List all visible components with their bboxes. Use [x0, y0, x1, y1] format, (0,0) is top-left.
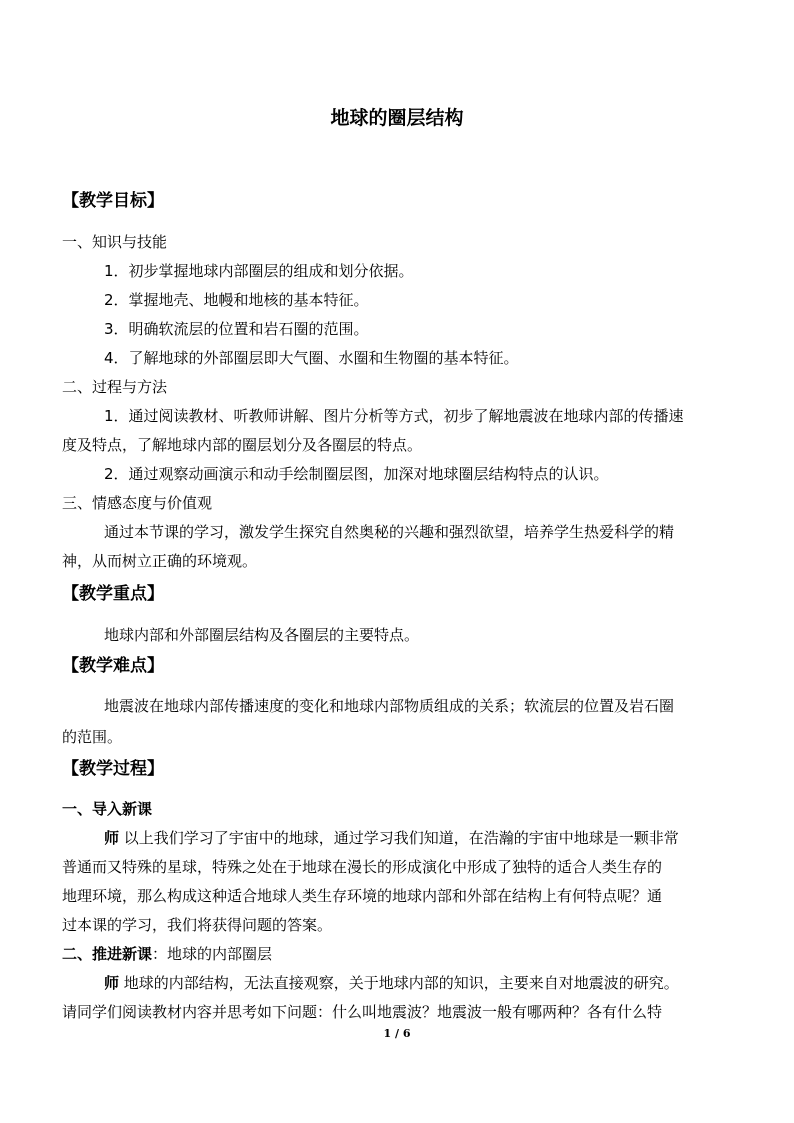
intro-line-3: 地理环境，那么构成这种适合地球人类生存环境的地球内部和外部在结构上有何特点呢？通: [62, 887, 663, 905]
intro-line-1-text: 以上我们学习了宇宙中的地球，通过学习我们知道，在浩瀚的宇宙中地球是一颗非常: [123, 829, 679, 847]
knowledge-item-1: 1．初步掌握地球内部圈层的组成和划分依据。: [104, 262, 414, 280]
intro-line-4: 过本课的学习，我们将获得问题的答案。: [62, 916, 333, 934]
new-line-2: 请同学们阅读教材内容并思考如下问题：什么叫地震波？地震波一般有哪两种？各有什么特: [62, 1003, 663, 1021]
new-lesson-heading: [62, 943, 272, 965]
intro-line-2: 普通而又特殊的星球，特殊之处在于地球在漫长的形成演化中形成了独特的适合人类生存的: [62, 858, 663, 876]
new-lesson-heading-rest: ：地球的内部圈层: [152, 945, 273, 963]
teacher-label-2: 师: [104, 974, 120, 992]
goal-heading: 【教学目标】: [62, 191, 164, 211]
intro-heading: 一、导入新课: [62, 800, 153, 818]
intro-line-1: [104, 827, 679, 849]
new-line-1-text: 地球的内部结构，无法直接观察，关于地球内部的知识，主要来自对地震波的研究。: [123, 974, 679, 992]
process-item-2: 2．通过观察动画演示和动手绘制圈层图，加深对地球圈层结构特点的认识。: [104, 465, 609, 483]
knowledge-heading: 一、知识与技能: [62, 233, 168, 251]
knowledge-item-4: 4．了解地球的外部圈层即大气圈、水圈和生物圈的基本特征。: [104, 349, 519, 367]
emotion-line-2: 神，从而树立正确的环境观。: [62, 552, 258, 570]
emotion-heading: 三、情感态度与价值观: [62, 494, 213, 512]
difficulty-line-1: 地震波在地球内部传播速度的变化和地球内部物质组成的关系；软流层的位置及岩石圈: [104, 697, 675, 715]
process-item-1-line-1: 1．通过阅读教材、听教师讲解、图片分析等方式，初步了解地震波在地球内部的传播速: [104, 407, 684, 425]
process-main-heading: 【教学过程】: [62, 759, 164, 779]
key-heading: 【教学重点】: [62, 584, 164, 604]
emotion-line-1: 通过本节课的学习，激发学生探究自然奥秘的兴趣和强烈欲望，培养学生热爱科学的精: [104, 523, 675, 541]
page-title: 地球的圈层结构: [330, 107, 464, 129]
knowledge-item-2: 2．掌握地壳、地幔和地核的基本特征。: [104, 291, 369, 309]
new-line-1: [104, 972, 679, 994]
key-text: 地球内部和外部圈层结构及各圈层的主要特点。: [104, 626, 420, 644]
difficulty-line-2: 的范围。: [62, 728, 123, 746]
process-heading: 二、过程与方法: [62, 378, 168, 396]
process-item-1-line-2: 度及特点，了解地球内部的圈层划分及各圈层的特点。: [62, 436, 423, 454]
knowledge-item-3: 3．明确软流层的位置和岩石圈的范围。: [104, 320, 369, 338]
difficulty-heading: 【教学难点】: [62, 656, 164, 676]
new-lesson-heading-bold: 二、推进新课: [62, 945, 153, 963]
page-number: 1 / 6: [383, 1027, 411, 1040]
teacher-label: 师: [104, 829, 120, 847]
